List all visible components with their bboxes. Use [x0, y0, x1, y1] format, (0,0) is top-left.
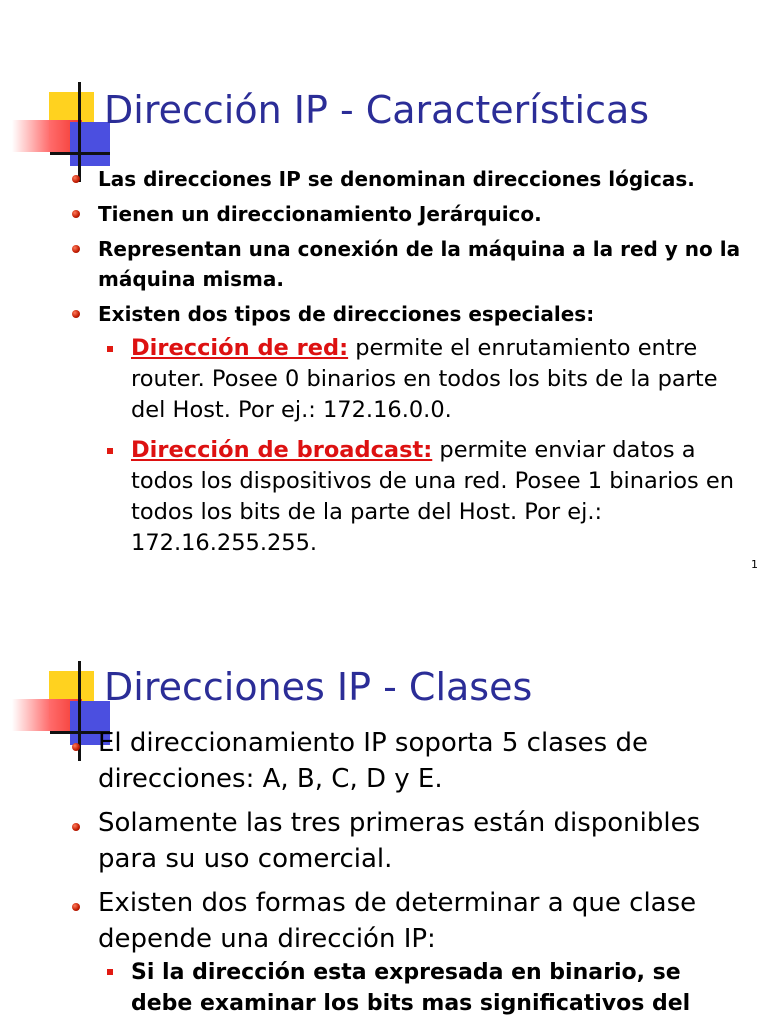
list-item: Si la dirección esta expresada en binario, se debe examinar los bits mas significativos del — [107, 957, 747, 1019]
list-item: Las direcciones IP se denominan direcciones lógicas. — [72, 164, 752, 194]
page-number: 1 — [751, 558, 758, 571]
slide-2 — [0, 585, 768, 1024]
list-item: Solamente las tres primeras están disponibles para su uso comercial. — [72, 805, 732, 877]
bullet-list — [72, 725, 732, 965]
red-square-bullet-icon — [107, 346, 113, 352]
bullet-list — [72, 164, 752, 334]
slide-title: Dirección IP - Características — [104, 88, 650, 132]
list-item: El direccionamiento IP soporta 5 clases de direcciones: A, B, C, D y E. — [72, 725, 732, 797]
list-item: Representan una conexión de la máquina a la red y no la máquina misma. — [72, 234, 752, 294]
slide-title: Direcciones IP - Clases — [104, 665, 533, 709]
red-dot-bullet-icon — [72, 903, 80, 911]
sub-bullet-list — [107, 333, 757, 568]
red-dot-bullet-icon — [72, 310, 80, 318]
list-item: Dirección de red: permite el enrutamiento entre router. Posee 0 binarios en todos los bits de la parte del Host. Por ej.: 172.16.0.0. — [107, 333, 757, 426]
sub-bullet-list — [107, 957, 747, 1019]
red-dot-bullet-icon — [72, 175, 80, 183]
list-item: Existen dos tipos de direcciones especiales: — [72, 299, 752, 329]
red-dot-bullet-icon — [72, 743, 80, 751]
red-dot-bullet-icon — [72, 823, 80, 831]
list-item: Tienen un direccionamiento Jerárquico. — [72, 199, 752, 229]
list-item: Existen dos formas de determinar a que clase depende una dirección IP: — [72, 885, 732, 957]
red-square-bullet-icon — [107, 969, 113, 975]
red-square-bullet-icon — [107, 448, 113, 454]
red-dot-bullet-icon — [72, 210, 80, 218]
list-item: Dirección de broadcast: permite enviar datos a todos los dispositivos de una red. Posee 1 binarios en todos los bits de la parte del Host. Por ej.: 172.16.255.255. — [107, 435, 757, 559]
red-dot-bullet-icon — [72, 245, 80, 253]
